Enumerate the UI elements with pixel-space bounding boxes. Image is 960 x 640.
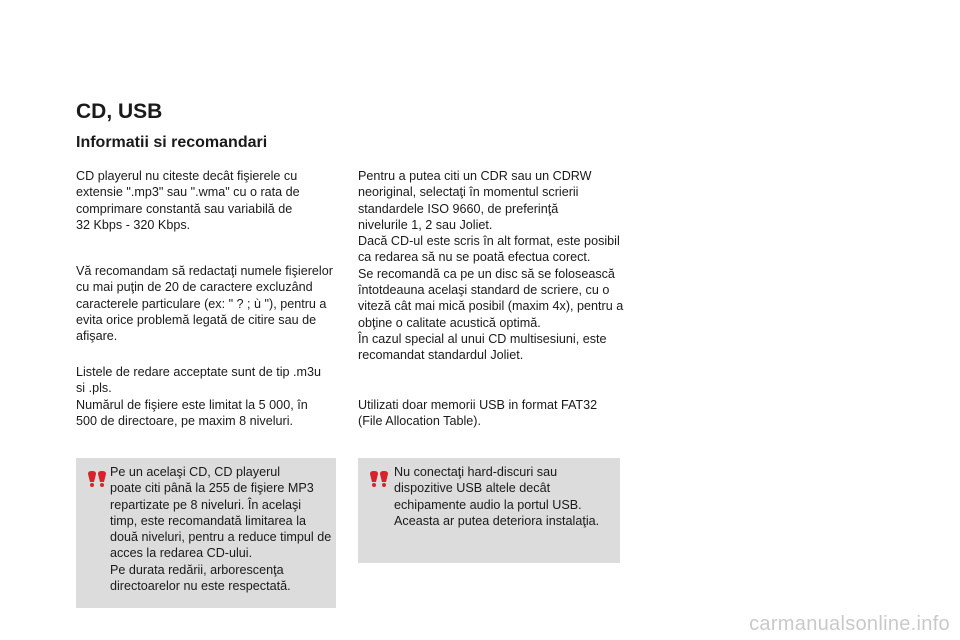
text-line: Pe un acelaşi CD, CD playerul — [110, 465, 281, 479]
text-line: întotdeauna acelaşi standard de scriere, cu o — [358, 283, 610, 298]
text-line: comprimare constantă sau variabilă de — [76, 201, 293, 216]
warning-icon — [368, 470, 390, 488]
text-line: Pentru a putea citi un CDR sau un CDRW — [358, 169, 592, 183]
text-line: afişare. — [76, 329, 118, 344]
right-paragraph-2 — [358, 397, 597, 430]
text-line: ca redarea să nu se poată efectua corect. — [358, 250, 591, 265]
watermark: carmanualsonline.info — [749, 613, 950, 635]
text-line: În cazul special al unui CD multisesiuni, este — [358, 331, 607, 346]
text-line: recomandat standardul Joliet. — [358, 348, 524, 363]
text-line: standardele ISO 9660, de preferinţă — [358, 201, 559, 216]
warning-box-left — [76, 458, 336, 608]
text-line: directoarelor nu este respectată. — [110, 579, 291, 594]
text-line: Numărul de fişiere este limitat la 5 000, în — [76, 397, 308, 412]
warning-text-right — [394, 464, 599, 529]
left-paragraph-1 — [76, 168, 300, 233]
text-line: Utilizati doar memorii USB in format FAT32 — [358, 398, 598, 412]
text-line: viteză cât mai mică posibil (maxim 4x), pentru a — [358, 299, 624, 314]
text-line: acces la redarea CD-ului. — [110, 546, 253, 561]
left-paragraph-3 — [76, 364, 321, 429]
text-line: cu mai puţin de 20 de caractere excluzând — [76, 280, 313, 295]
text-line: neoriginal, selectaţi în momentul scrierii — [358, 185, 579, 200]
text-line: Pe durata redării, arborescenţa — [110, 562, 284, 577]
text-line: Listele de redare acceptate sunt de tip .m3u — [76, 365, 322, 379]
text-line: echipamente audio la portul USB. — [394, 497, 582, 512]
text-line: obţine o calitate acustică optimă. — [358, 315, 541, 330]
text-line: Nu conectaţi hard-discuri sau — [394, 465, 558, 479]
warning-box-right — [358, 458, 620, 563]
warning-icon — [86, 470, 108, 488]
right-paragraph-1 — [358, 168, 623, 364]
text-line: repartizate pe 8 niveluri. În acelaşi — [110, 497, 302, 512]
text-line: Vă recomandam să redactaţi numele fişierelor — [76, 264, 333, 278]
text-line: extensie ".mp3" sau ".wma" cu o rata de — [76, 185, 300, 200]
text-line: Dacă CD-ul este scris în alt format, este posibil — [358, 234, 620, 249]
text-line: două niveluri, pentru a reduce timpul de — [110, 530, 332, 545]
text-line: 500 de directoare, pe maxim 8 niveluri. — [76, 413, 294, 428]
text-line: nivelurile 1, 2 sau Joliet. — [358, 217, 493, 232]
text-line: evita orice problemă legată de citire sau de — [76, 312, 317, 327]
text-line: Aceasta ar putea deteriora instalaţia. — [394, 513, 600, 528]
text-line: poate citi până la 255 de fişiere MP3 — [110, 481, 314, 496]
text-line: si .pls. — [76, 381, 112, 396]
text-line: caracterele particulare (ex: " ? ; ù "), pentru a — [76, 296, 327, 311]
text-line: dispozitive USB altele decât — [394, 481, 551, 496]
page-title: CD, USB — [76, 100, 163, 123]
text-line: 32 Kbps - 320 Kbps. — [76, 217, 191, 232]
left-paragraph-2 — [76, 263, 333, 344]
text-line: (File Allocation Table). — [358, 414, 481, 429]
text-line: Se recomandă ca pe un disc să se folosească — [358, 266, 615, 281]
section-subtitle: Informatii si recomandari — [76, 134, 268, 151]
text-line: CD playerul nu citeste decât fişierele cu — [76, 169, 298, 183]
warning-text-left — [110, 464, 331, 594]
text-line: timp, este recomandată limitarea la — [110, 513, 306, 528]
